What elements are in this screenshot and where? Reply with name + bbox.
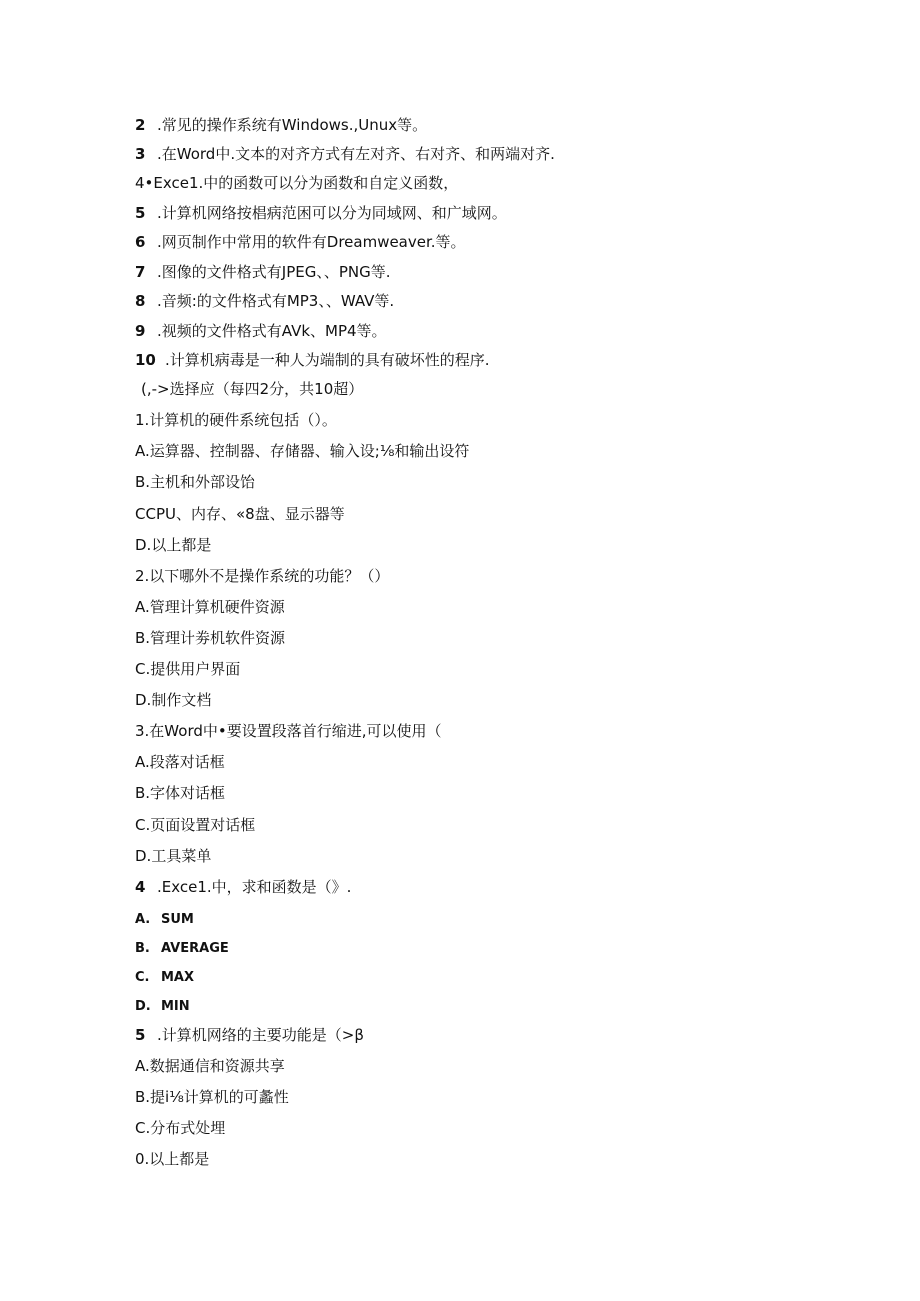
option-line <box>135 690 211 710</box>
statement-line <box>135 144 555 164</box>
item-text: .计算机网络按椙病范困可以分为同域网、和广域网。 <box>157 204 507 222</box>
item-number: 10 <box>135 351 156 369</box>
option-line <box>135 752 225 772</box>
option-line <box>135 937 229 959</box>
item-number: 9 <box>135 322 146 340</box>
statement-line <box>135 321 387 341</box>
section-heading <box>141 379 363 399</box>
statement-line <box>135 350 490 370</box>
option-line <box>135 1056 285 1076</box>
statement-line <box>135 173 458 193</box>
item-number: 8 <box>135 292 146 310</box>
item-text: 4•Exce1.中的函数可以分为函数和自定义函数， <box>135 174 459 192</box>
option-text: D.以上都是 <box>135 536 212 554</box>
option-line <box>135 659 240 679</box>
option-text: 0.以上都是 <box>135 1150 210 1168</box>
option-text: A.数据通信和资源共享 <box>135 1057 285 1075</box>
item-number: 7 <box>135 263 146 281</box>
option-text: B.管理计劵机软件资源 <box>135 629 286 647</box>
item-text: .在Word中.文本的对齐方式有左对齐、右对齐、和两端对齐. <box>157 145 555 163</box>
item-text: .图像的文件格式有JPEG、、PNG等. <box>157 263 391 281</box>
option-letter: D. <box>135 999 151 1014</box>
option-line <box>135 783 225 803</box>
option-text: D.制作文档 <box>135 691 212 709</box>
option-text: B.字体对话框 <box>135 784 226 802</box>
item-number: 5 <box>135 204 146 222</box>
option-line <box>135 472 255 492</box>
option-letter: C. <box>135 970 150 985</box>
question-line <box>135 877 351 897</box>
question-line <box>135 566 389 586</box>
option-text: B.主机和外部设饴 <box>135 473 256 491</box>
question-line <box>135 1025 364 1045</box>
option-text: MIN <box>161 999 190 1014</box>
option-line <box>135 628 285 648</box>
section-title: (,->选择应（每四2分，共10超） <box>141 380 364 398</box>
option-line <box>135 1087 289 1107</box>
question-text: .计算机网络的主要功能是（>β <box>157 1026 364 1044</box>
option-text: A.管理计算机硬件资源 <box>135 598 285 616</box>
statement-line <box>135 232 466 252</box>
option-text: D.工具菜单 <box>135 847 212 865</box>
option-letter: B. <box>135 941 150 956</box>
item-number: 4 <box>135 878 146 896</box>
item-number: 5 <box>135 1026 146 1044</box>
option-line <box>135 535 211 555</box>
item-text: .音频:的文件格式有MP3、、WAV等. <box>157 292 395 310</box>
option-text: A.运算器、控制器、存储器、输入设;⅛和输出设符 <box>135 442 470 460</box>
question-text: 3.在Word中•要设置段落首行缩进,可以使用（ <box>135 722 442 740</box>
question-text: 1.计算机的硬件系统包括（）。 <box>135 411 337 429</box>
question-text: 2.以下哪外不是操作系统的功能？（） <box>135 567 390 585</box>
option-line <box>135 597 285 617</box>
option-line <box>135 815 255 835</box>
item-text: .计算机病毒是一种人为端制的具有破坏性的程序. <box>165 351 490 369</box>
item-text: .常见的操作系统有Windows.,Unux等。 <box>157 116 428 134</box>
option-line <box>135 504 345 524</box>
statement-line <box>135 115 427 135</box>
question-line <box>135 410 337 430</box>
option-text: B.提i⅛计算机的可蠡性 <box>135 1088 289 1106</box>
question-text: .Exce1.中，求和函数是（》. <box>157 878 352 896</box>
item-number: 2 <box>135 116 146 134</box>
option-text: AVERAGE <box>161 941 229 956</box>
statement-line <box>135 291 394 311</box>
option-text: SUM <box>161 912 194 927</box>
option-line <box>135 908 194 930</box>
option-line <box>135 1149 209 1169</box>
item-number: 3 <box>135 145 146 163</box>
statement-line <box>135 262 391 282</box>
option-line <box>135 846 211 866</box>
option-line <box>135 1118 225 1138</box>
option-text: C.分布式处埋 <box>135 1119 226 1137</box>
option-line <box>135 995 190 1017</box>
option-text: A.段落对话框 <box>135 753 225 771</box>
option-text: C.页面设置对话框 <box>135 816 256 834</box>
question-line <box>135 721 441 741</box>
option-letter: A. <box>135 912 151 927</box>
item-number: 6 <box>135 233 146 251</box>
option-line <box>135 441 469 461</box>
item-text: .视频的文件格式有AVk、MP4等。 <box>157 322 387 340</box>
option-text: MAX <box>161 970 195 985</box>
option-text: CCPU、内存、«8盘、显示器等 <box>135 505 345 523</box>
option-text: C.提供用户界面 <box>135 660 241 678</box>
statement-line <box>135 203 507 223</box>
option-line <box>135 966 194 988</box>
item-text: .网页制作中常用的软件有Dreamweaver.等。 <box>157 233 466 251</box>
